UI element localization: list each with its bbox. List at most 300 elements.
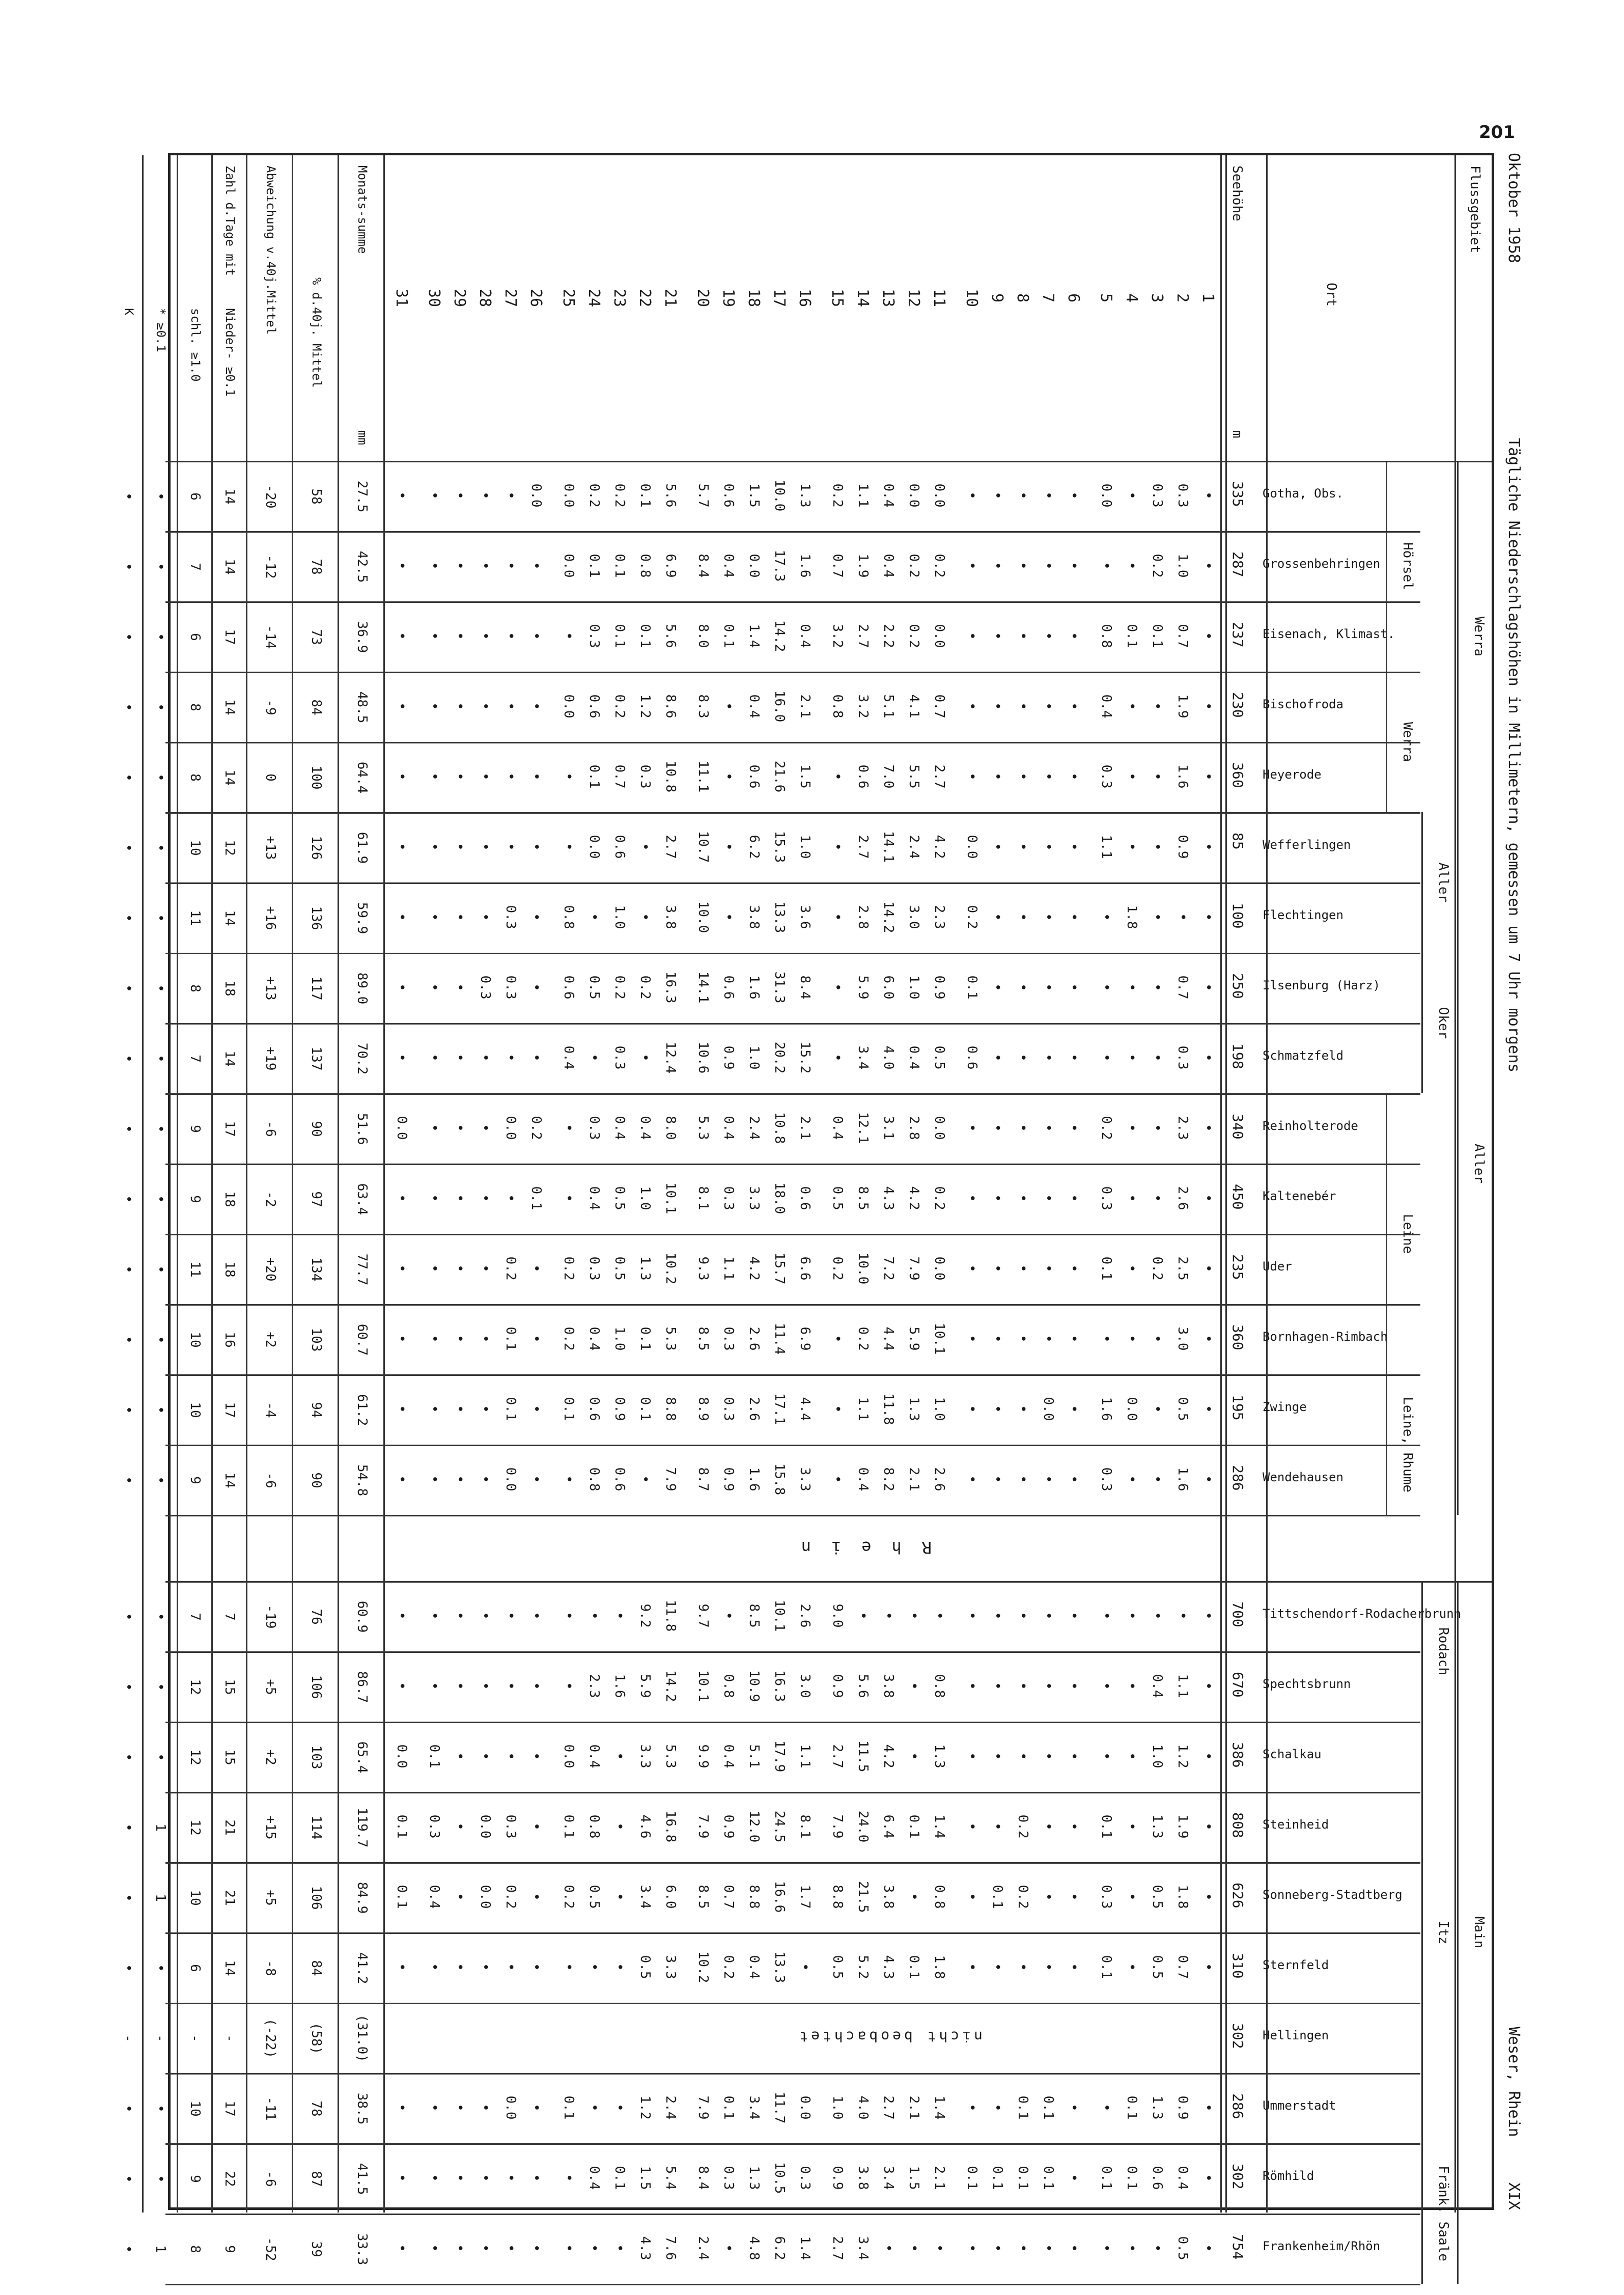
day-number: 26 [527, 288, 545, 308]
daily-value: • [990, 2244, 1005, 2252]
schnee-label: * ≥0.1 [154, 308, 168, 352]
daily-value: • [427, 491, 442, 500]
snow-days: • [153, 844, 168, 852]
daily-value: 3.4 [881, 2166, 896, 2190]
zahl-tage-label: Zahl d.Tage mit [223, 165, 237, 276]
daily-value: • [561, 1612, 576, 1620]
daily-value: 11.8 [881, 1393, 896, 1425]
daily-value: • [1066, 632, 1081, 640]
daily-value: • [1150, 1054, 1165, 1062]
daily-value: • [721, 2244, 736, 2252]
daily-value: • [478, 491, 493, 500]
row-rule [142, 155, 144, 2213]
daily-value: 0.5 [586, 1885, 602, 1909]
daily-value: 11.4 [772, 1322, 787, 1355]
daily-value: 0.3 [721, 1186, 736, 1210]
daily-value: 0.4 [612, 1116, 627, 1140]
daily-value: • [1150, 1335, 1165, 1343]
daily-value: • [1099, 983, 1114, 991]
daily-value: 9.7 [695, 1603, 711, 1628]
daily-value: • [964, 2244, 979, 2252]
storm-days: • [121, 1823, 136, 1832]
percent-of-mean: 114 [309, 1815, 324, 1840]
days-ge-10: 8 [187, 703, 203, 711]
deviation-from-mean: +20 [263, 1257, 278, 1282]
daily-value: 0.8 [561, 905, 576, 929]
basins-label: Weser, Rhein [1505, 2027, 1523, 2137]
daily-value: 0.4 [586, 1326, 602, 1351]
day-number: 28 [476, 288, 494, 308]
daily-value: 9.0 [830, 1603, 845, 1628]
daily-value: • [528, 772, 544, 781]
not-observed-note: nicht beobachtet [796, 2028, 983, 2045]
days-ge-01: 14 [222, 769, 237, 786]
daily-value: 8.5 [695, 1885, 711, 1909]
daily-value: • [830, 983, 845, 991]
daily-value: • [1099, 1335, 1114, 1343]
daily-value: • [1041, 913, 1056, 921]
daily-value: 0.5 [1175, 1397, 1190, 1421]
daily-value: 1.3 [637, 1256, 653, 1281]
daily-value: • [427, 632, 442, 640]
daily-value: 1.5 [746, 483, 762, 508]
daily-value: 0.1 [1124, 2095, 1139, 2120]
daily-value: 11.5 [855, 1740, 871, 1773]
daily-value: • [1015, 913, 1030, 921]
storm-days: • [121, 1894, 136, 1902]
daily-value: • [964, 1682, 979, 1690]
percent-of-mean: 97 [309, 1191, 324, 1207]
basin-fraenk-saale: Fränk. Saale [1436, 2166, 1451, 2261]
deviation-from-mean: -9 [263, 699, 278, 715]
daily-value: • [1200, 1752, 1216, 1760]
daily-value: • [1041, 491, 1056, 500]
daily-value: 3.2 [855, 694, 871, 718]
daily-value: 2.1 [932, 2166, 947, 2190]
station-name: Bornhagen-Rimbach [1263, 1330, 1388, 1344]
days-ge-10: 8 [187, 2245, 203, 2253]
storm-days: • [121, 1195, 136, 1203]
days-ge-01: 9 [222, 2245, 237, 2253]
daily-value: • [721, 702, 736, 710]
daily-value: 0.1 [1150, 624, 1165, 648]
daily-value: • [964, 1264, 979, 1273]
daily-value: 1.6 [612, 1674, 627, 1698]
seehoehe-label: Seehöhe [1229, 165, 1245, 222]
daily-value: 3.2 [830, 624, 845, 648]
daily-value: 0.7 [932, 694, 947, 718]
snow-days: • [153, 703, 168, 711]
daily-value: 5.3 [663, 1326, 678, 1351]
daily-value: 0.9 [1175, 2095, 1190, 2120]
daily-value: • [394, 983, 409, 991]
daily-value: 5.3 [695, 1116, 711, 1140]
daily-value: 0.6 [612, 1467, 627, 1491]
day-number: 13 [879, 288, 897, 308]
daily-value: • [528, 632, 544, 640]
daily-value: 0.1 [394, 1885, 409, 1909]
deviation-from-mean: -20 [263, 484, 278, 509]
day-number: 8 [1014, 293, 1031, 303]
daily-value: • [964, 1612, 979, 1620]
day-number: 5 [1097, 293, 1115, 303]
days-ge-10: 9 [187, 1195, 203, 1203]
daily-value: 0.2 [1015, 1885, 1030, 1909]
daily-value: 0.0 [503, 1116, 518, 1140]
daily-value: 1.1 [855, 483, 871, 508]
daily-value: • [561, 1475, 576, 1483]
daily-value: 8.1 [797, 1814, 813, 1839]
day-number: 4 [1123, 293, 1140, 303]
daily-value: 10.1 [772, 1599, 787, 1632]
daily-value: • [881, 1612, 896, 1620]
daily-value: 0.1 [906, 1955, 921, 1979]
daily-value: 3.1 [881, 1116, 896, 1140]
daily-value: • [1124, 1054, 1139, 1062]
station-altitude: 360 [1229, 1324, 1246, 1350]
daily-value: 2.7 [830, 1744, 845, 1768]
row-rule [292, 155, 293, 2213]
daily-value: • [1015, 632, 1030, 640]
row-rule [1454, 155, 1456, 2213]
percent-of-mean: 94 [309, 1402, 324, 1418]
daily-value: 1.0 [637, 1186, 653, 1210]
column-rule [165, 2214, 1420, 2215]
daily-value: 0.9 [721, 1467, 736, 1491]
daily-value: • [478, 1682, 493, 1690]
daily-value: • [1066, 1405, 1081, 1413]
daily-value: 0.4 [881, 483, 896, 508]
daily-value: • [1041, 1124, 1056, 1132]
daily-value: 1.4 [746, 624, 762, 648]
daily-value: 6.0 [881, 975, 896, 1000]
daily-value: • [394, 562, 409, 570]
daily-value: 1.0 [906, 975, 921, 1000]
daily-value: • [1200, 913, 1216, 921]
daily-value: 21.6 [772, 760, 787, 793]
daily-value: 0.1 [586, 764, 602, 789]
daily-value: • [1124, 772, 1139, 781]
daily-value: 3.3 [663, 1955, 678, 1979]
daily-value: • [452, 562, 467, 570]
daily-value: • [990, 913, 1005, 921]
daily-value: 8.2 [881, 1467, 896, 1491]
days-ge-10: 11 [187, 910, 203, 926]
days-ge-01: 21 [222, 1890, 237, 1906]
station-name: Tittschendorf-Rodacherbrunn [1263, 1607, 1462, 1621]
daily-value: • [1124, 1475, 1139, 1483]
daily-value: 0.0 [478, 1885, 493, 1909]
daily-value: • [394, 843, 409, 851]
daily-value: 0.9 [932, 975, 947, 1000]
daily-value: • [1150, 983, 1165, 991]
daily-value: 0.4 [906, 1045, 921, 1070]
daily-value: 0.2 [1150, 554, 1165, 578]
station-altitude: 754 [1229, 2234, 1246, 2260]
daily-value: 3.4 [746, 2095, 762, 2120]
daily-value: 20.2 [772, 1041, 787, 1074]
snow-days: • [153, 633, 168, 641]
basin-leine: Leine [1400, 1213, 1415, 1254]
daily-value: 1.8 [1124, 905, 1139, 929]
daily-value: 4.3 [881, 1955, 896, 1979]
station-name: Wefferlingen [1263, 838, 1351, 852]
days-ge-01: 14 [222, 699, 237, 715]
station-altitude: 360 [1229, 762, 1246, 788]
daily-value: • [1124, 1612, 1139, 1620]
monthly-sum: 119.7 [354, 1807, 370, 1848]
station-altitude: 302 [1229, 2164, 1246, 2190]
snow-days: • [153, 1683, 168, 1691]
daily-value: 8.4 [695, 2166, 711, 2190]
daily-value: 13.3 [772, 1951, 787, 1983]
station-name: Steinheid [1263, 1817, 1329, 1832]
daily-value: • [1015, 1752, 1030, 1760]
days-ge-10: 12 [187, 1819, 203, 1836]
daily-value: 1.6 [1175, 764, 1190, 789]
daily-value: 21.5 [855, 1881, 871, 1913]
daily-value: 5.9 [855, 975, 871, 1000]
daily-value: • [990, 1335, 1005, 1343]
daily-value: • [1200, 2244, 1216, 2252]
monthly-sum: 89.0 [354, 972, 370, 1005]
daily-value: 0.1 [1015, 2095, 1030, 2120]
station-altitude: 286 [1229, 1465, 1246, 1491]
deviation-from-mean: 0 [263, 773, 278, 782]
daily-value: • [528, 702, 544, 710]
daily-value: • [1124, 1194, 1139, 1202]
daily-value: 0.3 [1099, 1885, 1114, 1909]
day-number: 7 [1039, 293, 1057, 303]
station-name: Zwinge [1263, 1400, 1307, 1414]
daily-value: • [1015, 1963, 1030, 1971]
station-name: Wendehausen [1263, 1470, 1343, 1484]
daily-value: • [586, 2104, 602, 2112]
daily-value: • [503, 1054, 518, 1062]
daily-value: • [830, 772, 845, 781]
daily-value: • [1200, 1682, 1216, 1690]
snow-days: 1 [153, 2245, 168, 2253]
station-name: Römhild [1263, 2169, 1314, 2183]
daily-value: 4.0 [881, 1045, 896, 1070]
storm-days: • [121, 1753, 136, 1761]
daily-value: 0.2 [932, 554, 947, 578]
deviation-from-mean: -6 [263, 1472, 278, 1488]
daily-value: • [1150, 772, 1165, 781]
day-number: 6 [1065, 293, 1082, 303]
days-ge-10: 10 [187, 1332, 203, 1348]
daily-value: 10.0 [855, 1252, 871, 1285]
daily-value: 18.0 [772, 1182, 787, 1214]
daily-value: 0.2 [906, 624, 921, 648]
schl-10-label: schl. ≥1.0 [188, 308, 203, 382]
monthly-sum: 70.2 [354, 1042, 370, 1075]
daily-value: • [721, 843, 736, 851]
daily-value: 4.2 [932, 835, 947, 859]
monthly-sum: 42.5 [354, 550, 370, 583]
daily-value: 8.8 [746, 1885, 762, 1909]
daily-value: 7.9 [906, 1256, 921, 1281]
daily-value: • [586, 1054, 602, 1062]
daily-value: 2.7 [932, 764, 947, 789]
station-altitude: 340 [1229, 1114, 1246, 1140]
day-number: 17 [770, 288, 788, 308]
daily-value: • [1041, 1335, 1056, 1343]
station-altitude: 198 [1229, 1043, 1246, 1069]
daily-value: • [528, 1752, 544, 1760]
daily-value: 5.6 [855, 1674, 871, 1698]
daily-value: • [1200, 1054, 1216, 1062]
storm-days: • [121, 1055, 136, 1063]
station-altitude: 808 [1229, 1812, 1246, 1838]
percent-of-mean: 90 [309, 1472, 324, 1488]
storm-days: • [121, 2105, 136, 2113]
days-ge-10: 6 [187, 633, 203, 641]
basin-aller-sub: Aller [1436, 862, 1451, 903]
snow-days: • [153, 1964, 168, 1972]
column-rule [165, 1445, 1420, 1446]
daily-value: 16.8 [663, 1810, 678, 1843]
daily-value: • [612, 2244, 627, 2252]
days-ge-01: 12 [222, 840, 237, 856]
daily-value: 0.2 [503, 1885, 518, 1909]
daily-value: • [1015, 491, 1030, 500]
days-ge-01: 14 [222, 1472, 237, 1488]
day-number: 25 [559, 288, 577, 308]
daily-value: 1.4 [797, 2236, 813, 2260]
days-ge-01: 17 [222, 1121, 237, 1137]
daily-value: • [990, 1194, 1005, 1202]
daily-value: 0.2 [830, 1256, 845, 1281]
daily-value: • [1099, 1054, 1114, 1062]
daily-value: 0.1 [1124, 624, 1139, 648]
days-ge-01: 17 [222, 1402, 237, 1418]
daily-value: • [427, 1963, 442, 1971]
table-header-line [1496, 153, 1527, 2210]
daily-value: 10.7 [695, 831, 711, 863]
daily-value: • [637, 1475, 653, 1483]
daily-value: 0.8 [830, 694, 845, 718]
daily-value: • [452, 1682, 467, 1690]
days-ge-10: 9 [187, 1125, 203, 1133]
daily-value: 4.8 [746, 2236, 762, 2260]
daily-value: 0.1 [586, 554, 602, 578]
daily-value: 2.7 [830, 2236, 845, 2260]
daily-value: 10.1 [663, 1182, 678, 1214]
daily-value: 0.5 [1150, 1885, 1165, 1909]
column-rule [165, 1722, 1420, 1723]
daily-value: 0.8 [721, 1674, 736, 1698]
daily-value: 1.7 [797, 1885, 813, 1909]
storm-days: • [121, 1336, 136, 1344]
daily-value: • [721, 913, 736, 921]
daily-value: • [1200, 1194, 1216, 1202]
daily-value: • [503, 1194, 518, 1202]
station-altitude: 335 [1229, 481, 1246, 507]
daily-value: • [394, 913, 409, 921]
daily-value: • [1066, 1475, 1081, 1483]
daily-value: 5.3 [663, 1744, 678, 1768]
daily-value: • [427, 1682, 442, 1690]
monthly-sum: 84.9 [354, 1882, 370, 1914]
daily-value: • [964, 1475, 979, 1483]
days-ge-01: 15 [222, 1679, 237, 1695]
daily-value: 0.9 [830, 2166, 845, 2190]
daily-value: 0.2 [561, 1256, 576, 1281]
daily-value: • [394, 1194, 409, 1202]
days-ge-01: 17 [222, 629, 237, 645]
daily-value: • [990, 1682, 1005, 1690]
daily-value: 0.1 [637, 483, 653, 508]
day-number: 9 [988, 293, 1006, 303]
rhein-label: Rhein [780, 1538, 932, 1557]
daily-value: • [452, 913, 467, 921]
daily-value: 0.0 [932, 483, 947, 508]
day-number: 18 [745, 288, 763, 308]
daily-value: 2.7 [855, 624, 871, 648]
daily-value: • [1099, 1682, 1114, 1690]
daily-value: • [1066, 1682, 1081, 1690]
daily-value: • [586, 913, 602, 921]
precipitation-table [121, 153, 1494, 2265]
daily-value: 14.2 [663, 1670, 678, 1702]
daily-value: • [1066, 2104, 1081, 2112]
daily-value: 0.3 [612, 1045, 627, 1070]
daily-value: 0.3 [1099, 1186, 1114, 1210]
storm-days: • [121, 703, 136, 711]
daily-value: • [990, 632, 1005, 640]
station-altitude: 386 [1229, 1742, 1246, 1768]
basin-oker: Oker [1436, 1007, 1451, 1039]
daily-value: 0.3 [1175, 1045, 1190, 1070]
daily-value: 15.3 [772, 831, 787, 863]
station-name: Heyerode [1263, 767, 1322, 782]
daily-value: 15.2 [797, 1041, 813, 1074]
daily-value: • [1066, 1264, 1081, 1273]
daily-value: 0.5 [830, 1955, 845, 1979]
daily-value: 0.1 [1015, 2166, 1030, 2190]
daily-value: 8.5 [746, 1603, 762, 1628]
daily-value: • [503, 1682, 518, 1690]
gewitter-label: K [122, 308, 136, 316]
daily-value: 0.4 [427, 1885, 442, 1909]
daily-value: • [478, 2104, 493, 2112]
daily-value: 1.3 [1150, 2095, 1165, 2120]
daily-value: 2.7 [881, 2095, 896, 2120]
daily-value: 1.1 [721, 1256, 736, 1281]
daily-value: • [503, 632, 518, 640]
daily-value: 1.3 [797, 483, 813, 508]
daily-value: 0.1 [612, 624, 627, 648]
station-name: Sternfeld [1263, 1958, 1329, 1972]
daily-value: • [1200, 1475, 1216, 1483]
snow-days: • [153, 1195, 168, 1203]
daily-value: 0.6 [964, 1045, 979, 1070]
daily-value: 0.1 [394, 1814, 409, 1839]
daily-value: • [964, 1124, 979, 1132]
daily-value: • [637, 1054, 653, 1062]
daily-value: • [452, 702, 467, 710]
daily-value: 0.6 [1150, 2166, 1165, 2190]
daily-value: • [394, 1264, 409, 1273]
month-label: Oktober 1958 [1505, 153, 1523, 263]
day-number: 22 [636, 288, 654, 308]
daily-value: 0.1 [528, 1186, 544, 1210]
daily-value: • [990, 983, 1005, 991]
days-ge-10: 10 [187, 2100, 203, 2117]
daily-value: 0.1 [561, 2095, 576, 2120]
daily-value: • [1200, 983, 1216, 991]
